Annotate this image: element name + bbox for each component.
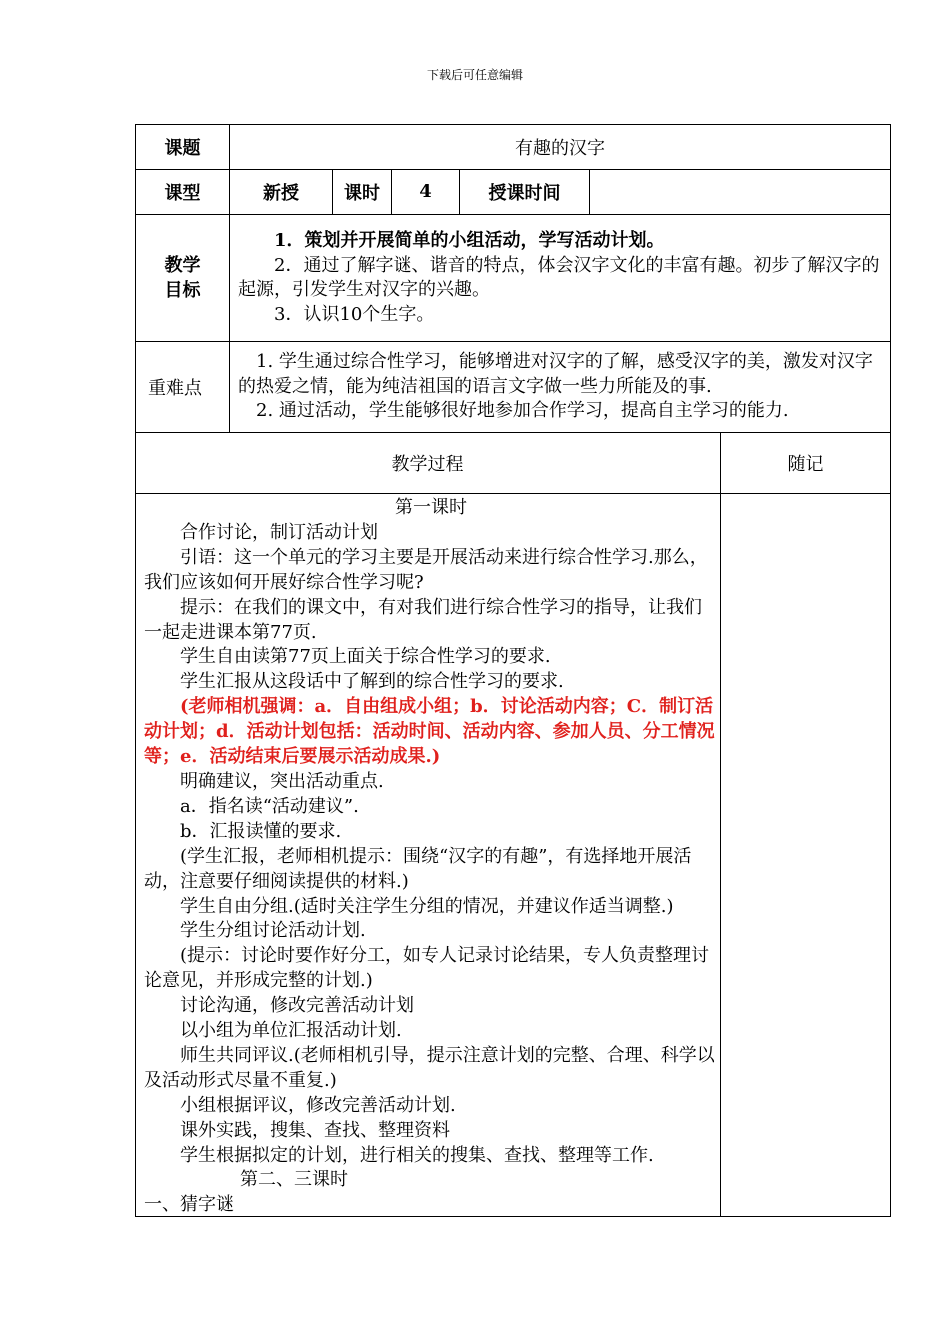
key-points-label: 重难点 (148, 377, 202, 399)
teacher-emphasis: (老师相机强调：a．自由组成小组；b．讨论活动内容；C．制订活动计划；d．活动计划包括：活动时间、活动内容、参加人员、分工情况等；e．活动结束后要展示活动成果.) (144, 696, 715, 768)
hours-value: 4 (419, 181, 432, 202)
notes-body (721, 494, 890, 1216)
goals-label (135, 214, 230, 341)
process-line: 合作讨论，制订活动计划 (180, 521, 378, 543)
process-line: 学生自由读第77页上面关于综合性学习的要求. (180, 646, 551, 668)
goal-item: 1．策划并开展简单的小组活动，学写活动计划。 (274, 230, 665, 251)
lesson-title: 有趣的汉字 (515, 137, 605, 159)
type-value: 新授 (263, 182, 299, 204)
process-line: 课外实践，搜集、查找、整理资料 (180, 1119, 450, 1141)
time-value (590, 169, 890, 214)
process-line: 学生根据拟定的计划，进行相关的搜集、查找、整理等工作. (180, 1144, 654, 1166)
process-header: 教学过程 (391, 453, 464, 475)
table-border-right (890, 124, 891, 1217)
section-heading: 第二、三课时 (240, 1169, 348, 1191)
process-line: 师生共同评议.(老师相机引导，提示注意计划的完整、合理、科学以及活动形式尽量不重复.) (144, 1044, 715, 1091)
process-line: 讨论沟通，修改完善活动计划 (180, 995, 414, 1017)
notes-header: 随记 (787, 453, 824, 475)
process-line: 学生分组讨论活动计划. (180, 920, 366, 942)
process-line: 小组根据评议，修改完善活动计划. (180, 1094, 456, 1116)
key-point-item: 1. 学生通过综合性学习，能够增进对汉字的了解，感受汉字的美，激发对汉字的热爱之情，能为纯洁祖国的语言文字做一些力所能及的事. (238, 351, 873, 397)
goals-label-line-2: 目标 (164, 279, 201, 301)
process-line: 学生汇报从这段话中了解到的综合性学习的要求. (180, 671, 564, 693)
goals-label-line-1: 教学 (164, 254, 201, 276)
time-label: 授课时间 (488, 182, 561, 204)
table-rule (135, 341, 891, 342)
process-line: a．指名读“活动建议”. (180, 795, 359, 817)
header-note: 下载后可任意编辑 (426, 68, 523, 82)
process-line: 一、猜字谜 (144, 1194, 234, 1216)
process-line: 提示：在我们的课文中，有对我们进行综合性学习的指导，让我们一起走进课本第77页. (144, 596, 702, 643)
goals-text (238, 229, 883, 327)
type-label: 课型 (164, 182, 201, 204)
process-line: 学生自由分组.(适时关注学生分组的情况，并建议作适当调整.) (180, 895, 674, 917)
process-body (144, 496, 718, 1218)
table-rule (135, 214, 891, 215)
process-line: 明确建议，突出活动重点. (180, 770, 384, 792)
process-line: (提示：讨论时要作好分工，如专人记录讨论结果，专人负责整理讨论意见，并形成完整的计划.) (144, 945, 710, 992)
hours-label: 课时 (344, 182, 380, 204)
key-points-text (238, 350, 883, 424)
process-line: 引语：这一个单元的学习主要是开展活动来进行综合性学习.那么，我们应该如何开展好综合性学习呢? (144, 546, 708, 593)
process-line: b．汇报读懂的要求. (180, 820, 342, 842)
key-point-item: 2. 通过活动，学生能够很好地参加合作学习，提高自主学习的能力. (256, 400, 789, 421)
process-line: (学生汇报，老师相机提示：围绕“汉字的有趣”，有选择地开展活动，注意要仔细阅读提供的材料.) (144, 845, 692, 892)
lesson-plan-table (135, 124, 891, 1217)
goal-item: 2．通过了解字谜、谐音的特点，体会汉字文化的丰富有趣。初步了解汉字的起源，引发学生对汉字的兴趣。 (238, 254, 880, 300)
section-heading: 第一课时 (395, 497, 467, 518)
goal-item: 3．认识10个生字。 (274, 303, 435, 325)
process-line: 以小组为单位汇报活动计划. (180, 1020, 402, 1042)
title-label: 课题 (164, 137, 201, 159)
